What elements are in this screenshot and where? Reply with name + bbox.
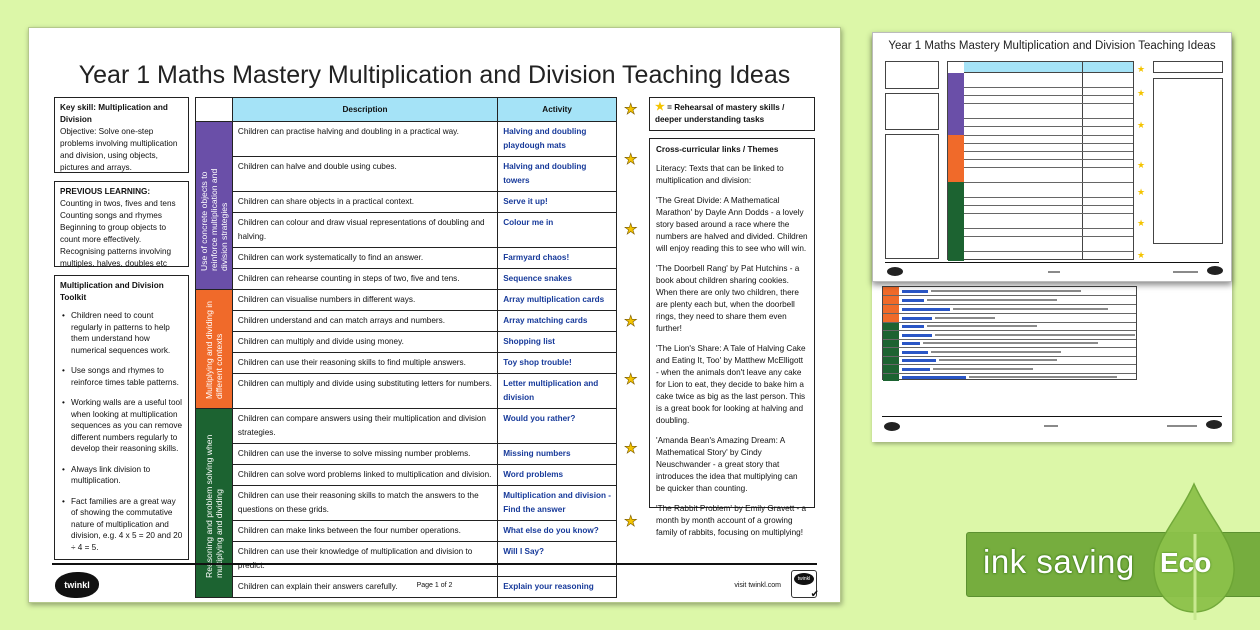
cross-curricular-paragraph: 'Amanda Bean's Amazing Dream: A Mathematical Story' by Cindy Neuschwander - a great story that introduces the idea that multiplying can be quicker than counting. bbox=[656, 436, 798, 493]
band-label: Multiplying and dividing in different contexts bbox=[203, 301, 224, 399]
table-row bbox=[196, 374, 617, 409]
row-activity-link[interactable]: Array matching cards bbox=[498, 311, 617, 332]
preview-title: Year 1 Maths Mastery Multiplication and Division Teaching Ideas bbox=[888, 40, 1216, 52]
cross-curricular-heading: Cross-curricular links / Themes bbox=[656, 145, 779, 154]
table-row bbox=[196, 465, 617, 486]
checkmark-icon: ✔ bbox=[810, 589, 819, 600]
cross-curricular-paragraph: 'The Great Divide: A Mathematical Marathon' by Dayle Ann Dodds - a lovely story based around a race where the numbers are halved and divided. Children will enjoy reading this to see who will win. bbox=[656, 196, 808, 253]
row-activity-link[interactable]: Word problems bbox=[498, 465, 617, 486]
visit-link[interactable]: visit twinkl.com bbox=[734, 582, 781, 589]
band-different-contexts bbox=[196, 290, 233, 409]
row-description: Children can solve word problems linked to multiplication and division. bbox=[232, 465, 497, 486]
row-description: Children can multiply and divide using money. bbox=[232, 332, 497, 353]
band-label: Use of concrete objects to reinforce multiplication and division strategies bbox=[198, 168, 229, 271]
row-description: Children can multiply and divide using substituting letters for numbers. bbox=[232, 374, 497, 409]
table-row bbox=[196, 248, 617, 269]
row-activity-link[interactable]: Serve it up! bbox=[498, 192, 617, 213]
document-title: Year 1 Maths Mastery Multiplication and Division Teaching Ideas bbox=[78, 61, 791, 89]
table-row bbox=[196, 269, 617, 290]
star-icon: ★ bbox=[1137, 187, 1146, 197]
star-icon: ★ bbox=[624, 221, 638, 238]
table-row bbox=[196, 353, 617, 374]
cross-curricular-box bbox=[649, 138, 815, 537]
eco-label: Eco bbox=[1160, 547, 1212, 578]
legend-text: = Rehearsal of mastery skills / deeper understanding tasks bbox=[655, 103, 785, 124]
document-footer bbox=[52, 563, 817, 599]
cross-curricular-paragraph: 'The Lion's Share: A Tale of Halving Cake and Eating It, Too' by Matthew McElligott - when the animals don't leave any cake for Lion to eat, they decide to bake him a cake twice as big as the last person. This is a great book for looking at halving and doubling. bbox=[656, 344, 806, 425]
row-activity-link[interactable]: Toy shop trouble! bbox=[498, 353, 617, 374]
previous-learning-box bbox=[54, 181, 189, 267]
row-activity-link[interactable]: Letter multiplication and division bbox=[498, 374, 617, 409]
row-activity-link[interactable]: Multiplication and division - Find the answer bbox=[498, 486, 617, 521]
header-blank-cell bbox=[196, 98, 233, 122]
header-activity: Activity bbox=[498, 98, 617, 122]
quality-badge-icon bbox=[791, 570, 817, 598]
row-activity-link[interactable]: Shopping list bbox=[498, 332, 617, 353]
star-icon: ★ bbox=[624, 151, 638, 168]
row-activity-link[interactable]: Farmyard chaos! bbox=[498, 248, 617, 269]
document-page-1 bbox=[28, 27, 841, 603]
row-activity-link[interactable]: Halving and doubling towers bbox=[498, 157, 617, 192]
toolkit-heading: Multiplication and Division Toolkit bbox=[60, 281, 164, 302]
row-activity-link[interactable]: Sequence snakes bbox=[498, 269, 617, 290]
row-description: Children can use the inverse to solve missing number problems. bbox=[232, 444, 497, 465]
previous-learning-line: Counting in twos, fives and tens bbox=[60, 199, 176, 208]
toolkit-item: • Fact families are a great way of showing the commutative nature of multiplication and division, e.g. 4 x 5 = 20 and 20 ÷ 4 = 5. bbox=[60, 496, 183, 554]
table-row bbox=[196, 192, 617, 213]
star-icon: ★ bbox=[655, 101, 665, 113]
badge-logo: twinkl bbox=[794, 573, 814, 585]
toolkit-item: • Working walls are a useful tool when looking at multiplication sequences as you can remove different numbers regularly to develop their reasoning skills. bbox=[60, 397, 183, 455]
star-icon: ★ bbox=[624, 313, 638, 330]
activities-table bbox=[195, 97, 617, 598]
twinkl-logo bbox=[1207, 266, 1223, 275]
row-description: Children can make links between the four number operations. bbox=[232, 521, 497, 542]
row-activity-link[interactable]: Missing numbers bbox=[498, 444, 617, 465]
key-skill-heading: Key skill: Multiplication and Division bbox=[60, 103, 168, 124]
page-number: Page 1 of 2 bbox=[416, 582, 453, 589]
table-row bbox=[196, 122, 617, 157]
row-activity-link[interactable]: What else do you know? bbox=[498, 521, 617, 542]
row-description: Children can visualise numbers in different ways. bbox=[232, 290, 497, 311]
table-row bbox=[196, 521, 617, 542]
star-icon: ★ bbox=[1137, 120, 1146, 130]
band-concrete-objects bbox=[196, 122, 233, 290]
row-description: Children can use their reasoning skills to find multiple answers. bbox=[232, 353, 497, 374]
table-header-row bbox=[196, 98, 617, 122]
toolkit-item: • Children need to count regularly in patterns to help them understand how numerical sequences work. bbox=[60, 310, 183, 356]
row-description: Children understand and can match arrays and numbers. bbox=[232, 311, 497, 332]
toolkit-box bbox=[54, 275, 189, 560]
twinkl-logo bbox=[884, 422, 900, 431]
star-icon: ★ bbox=[1137, 250, 1146, 260]
previous-learning-heading: PREVIOUS LEARNING: bbox=[60, 187, 151, 196]
row-description: Children can compare answers using their multiplication and division strategies. bbox=[232, 409, 497, 444]
twinkl-logo bbox=[1206, 420, 1222, 429]
star-icon: ★ bbox=[624, 101, 638, 118]
key-skill-objective: Objective: Solve one-step problems involving multiplication and division, using objects, pictures and arrays. bbox=[60, 127, 178, 172]
cross-curricular-paragraph: 'The Rabbit Problem' by Emily Gravett - a month by month account of a growing family of rabbits, focusing on multiplying! bbox=[656, 504, 807, 537]
table-row bbox=[196, 332, 617, 353]
table-row bbox=[196, 157, 617, 192]
star-icon: ★ bbox=[624, 440, 638, 457]
star-icon: ★ bbox=[1137, 160, 1146, 170]
preview-table bbox=[947, 61, 1134, 260]
row-description: Children can explain their answers carefully. bbox=[232, 577, 497, 598]
table-row bbox=[196, 486, 617, 521]
row-description: Children can share objects in a practical context. bbox=[232, 192, 497, 213]
row-description: Children can practise halving and doubling in a practical way. bbox=[232, 122, 497, 157]
row-activity-link[interactable]: Array multiplication cards bbox=[498, 290, 617, 311]
row-description: Children can rehearse counting in steps of two, five and tens. bbox=[232, 269, 497, 290]
cross-curricular-paragraph: 'The Doorbell Rang' by Pat Hutchins - a book about children sharing cookies. When there are only two children, there are plenty each but, when the doorbell rings, they need to share them even further! bbox=[656, 264, 800, 333]
row-description: Children can use their reasoning skills to match the answers to the questions on these grids. bbox=[232, 486, 497, 521]
twinkl-logo: twinkl bbox=[55, 572, 99, 598]
star-icon: ★ bbox=[1137, 64, 1146, 74]
row-description: Children can halve and double using cubes. bbox=[232, 157, 497, 192]
table-row bbox=[196, 444, 617, 465]
table-row bbox=[196, 311, 617, 332]
row-activity-link[interactable]: Colour me in bbox=[498, 213, 617, 248]
row-activity-link[interactable]: Halving and doubling playdough mats bbox=[498, 122, 617, 157]
star-icon: ★ bbox=[1137, 88, 1146, 98]
row-activity-link[interactable]: Would you rather? bbox=[498, 409, 617, 444]
preview-page-2-table bbox=[882, 286, 1137, 380]
row-description: Children can colour and draw visual representations of doubling and halving. bbox=[232, 213, 497, 248]
star-icon: ★ bbox=[1137, 218, 1146, 228]
key-skill-box bbox=[54, 97, 189, 173]
preview-page-1[interactable] bbox=[872, 32, 1232, 282]
toolkit-item: • Use songs and rhymes to reinforce times table patterns. bbox=[60, 365, 183, 388]
header-description: Description bbox=[232, 98, 497, 122]
ink-saving-text: ink saving bbox=[983, 543, 1135, 580]
row-description: Children can work systematically to find an answer. bbox=[232, 248, 497, 269]
star-icon: ★ bbox=[624, 513, 638, 530]
twinkl-logo bbox=[887, 267, 903, 276]
row-activity-link[interactable]: Will I Say? bbox=[498, 542, 617, 577]
table-row bbox=[196, 409, 617, 444]
star-legend-box bbox=[649, 97, 815, 131]
row-description: Children can use their knowledge of multiplication and division to predict. bbox=[232, 542, 497, 577]
star-icon: ★ bbox=[624, 371, 638, 388]
table-row bbox=[196, 213, 617, 248]
toolkit-item: • Always link division to multiplication. bbox=[60, 464, 183, 487]
cross-curricular-paragraph: Literacy: Texts that can be linked to multiplication and division: bbox=[656, 164, 784, 185]
table-row bbox=[196, 290, 617, 311]
previous-learning-line: Recognising patterns involving multiples, halves, doubles etc bbox=[60, 247, 172, 268]
band-label: Reasoning and problem solving when multiplying and dividing bbox=[203, 434, 224, 578]
row-activity-link[interactable]: Explain your reasoning bbox=[498, 577, 617, 598]
toolkit-list bbox=[60, 310, 183, 553]
previous-learning-line: Counting songs and rhymes bbox=[60, 211, 162, 220]
previous-learning-line: Beginning to group objects to count more effectively. bbox=[60, 223, 167, 244]
